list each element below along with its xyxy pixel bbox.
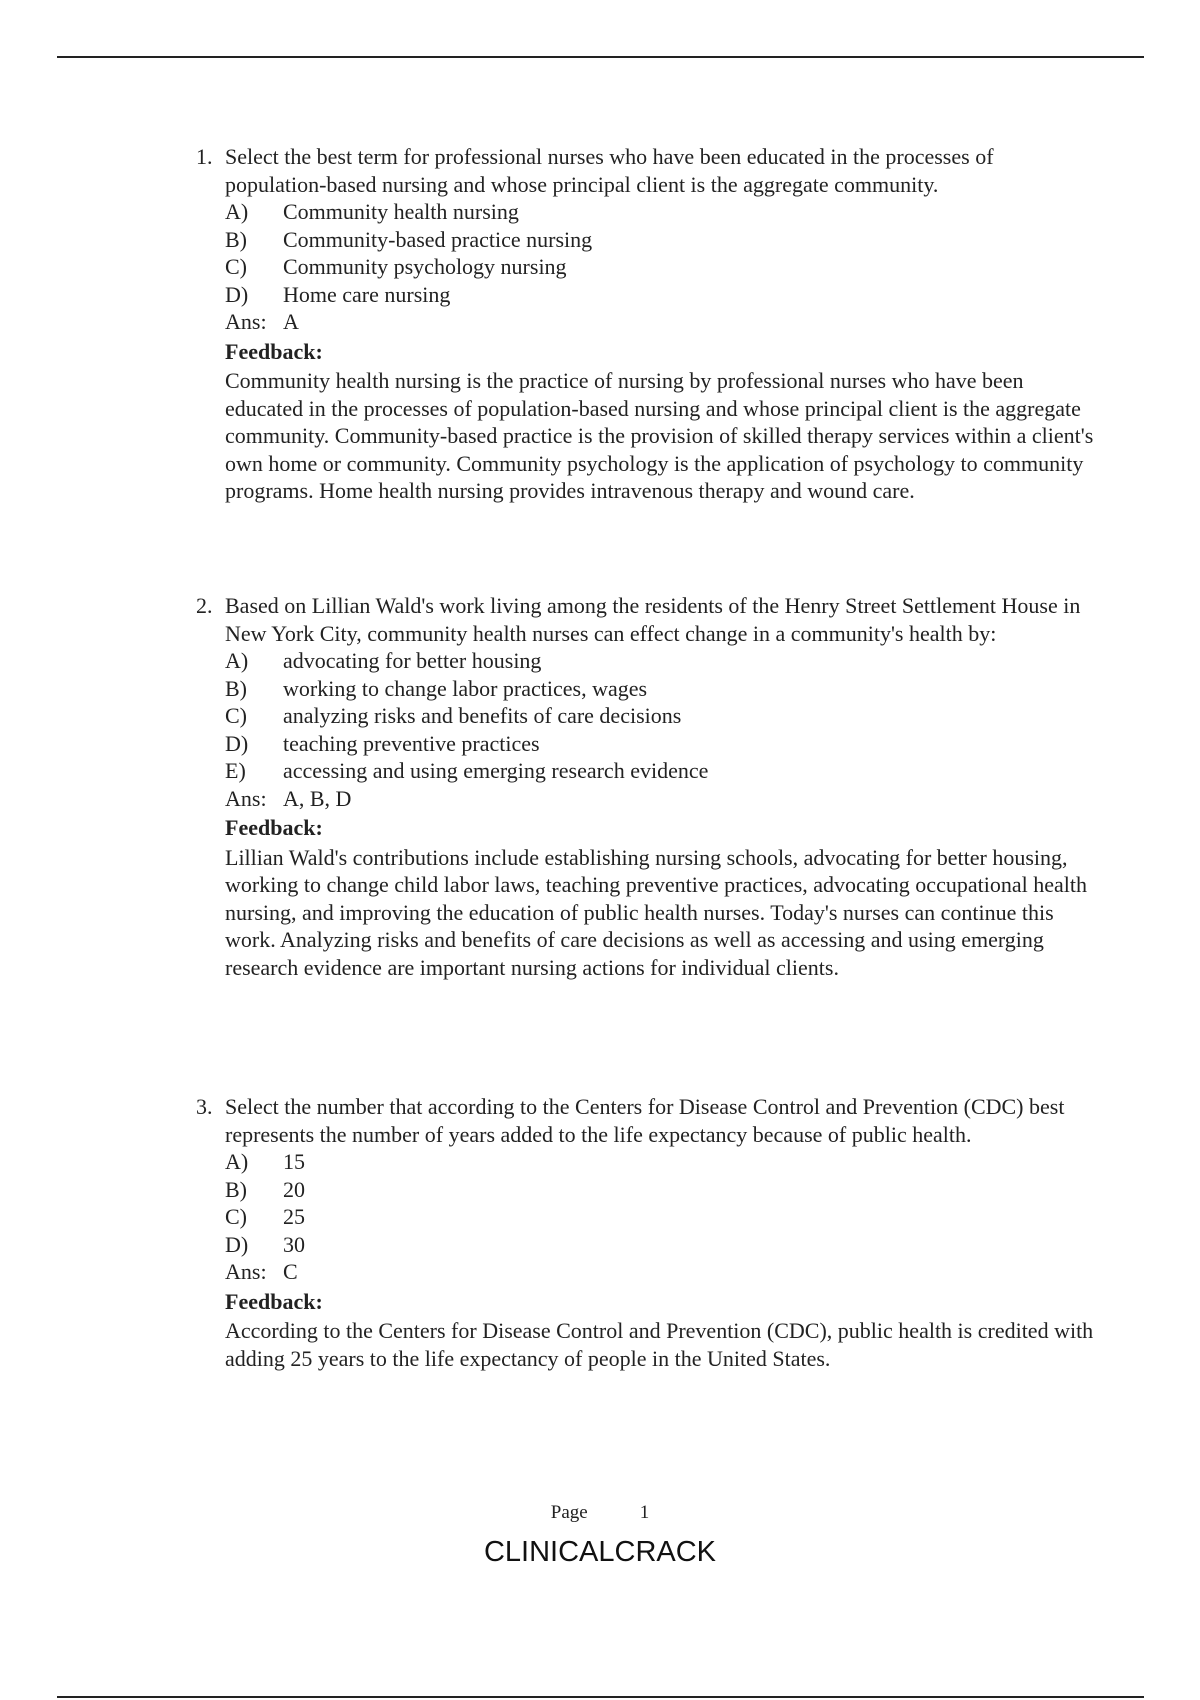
option-text: accessing and using emerging research evidence	[283, 758, 709, 783]
option-text: 20	[283, 1176, 305, 1202]
feedback-label: Feedback:	[225, 338, 323, 364]
option-text: 25	[283, 1204, 305, 1229]
option-b	[225, 1176, 1096, 1204]
top-rule	[57, 56, 1144, 58]
question-text: Based on Lillian Wald's work living among the residents of the Henry Street Settlement House in New York City, community health nurses can effect change in a community's health by:	[225, 593, 1081, 646]
option-c	[225, 253, 1096, 281]
option-letter: A)	[225, 199, 249, 224]
option-text: Community-based practice nursing	[283, 226, 593, 252]
answer-label: Ans:	[225, 309, 267, 334]
option-text: Community health nursing	[283, 199, 519, 224]
options-list	[225, 1148, 1096, 1258]
option-a	[225, 1148, 1096, 1176]
answer-label: Ans:	[225, 1259, 267, 1284]
option-letter: C)	[225, 254, 247, 279]
option-text: working to change labor practices, wages	[283, 675, 648, 701]
option-d	[225, 1231, 1096, 1259]
option-letter: C)	[225, 703, 247, 728]
option-text: teaching preventive practices	[283, 730, 540, 756]
option-letter: E)	[225, 758, 246, 783]
option-letter: B)	[225, 675, 247, 701]
question-text: Select the number that according to the Centers for Disease Control and Prevention (CDC) best represents the number of years added to the life expectancy because of public health.	[225, 1094, 1065, 1147]
question-number: 1.	[196, 144, 213, 169]
option-b	[225, 226, 1096, 254]
option-letter: A)	[225, 1149, 249, 1174]
option-letter: B)	[225, 226, 247, 252]
answer-label: Ans:	[225, 785, 267, 811]
question-number: 3.	[196, 1094, 213, 1119]
watermark-text: CLINICALCRACK	[483, 1536, 717, 1568]
question-number: 2.	[196, 593, 213, 618]
bottom-rule	[57, 1696, 1144, 1698]
feedback-label: Feedback:	[225, 815, 323, 840]
options-list	[225, 198, 1096, 308]
option-text: analyzing risks and benefits of care decisions	[283, 703, 682, 728]
options-list	[225, 647, 1096, 785]
answer-value: A	[283, 309, 299, 334]
page-number: 1	[639, 1502, 650, 1523]
option-c	[225, 1203, 1096, 1231]
page-label: Page	[550, 1502, 588, 1523]
option-text: Community psychology nursing	[283, 254, 567, 279]
question-text: Select the best term for professional nurses who have been educated in the processes of population-based nursing and whose principal client is the aggregate community.	[225, 144, 994, 197]
option-text: Home care nursing	[283, 281, 451, 307]
option-c	[225, 702, 1096, 730]
option-letter: A)	[225, 648, 249, 673]
feedback-text: According to the Centers for Disease Control and Prevention (CDC), public health is credited with adding 25 years to the life expectancy of people in the United States.	[225, 1318, 1094, 1371]
page-footer	[0, 1502, 1200, 1524]
answer-line	[225, 1258, 1096, 1286]
question-2	[196, 592, 1096, 981]
option-a	[225, 198, 1096, 226]
option-e	[225, 757, 1096, 785]
question-3	[196, 1093, 1096, 1372]
option-text: advocating for better housing	[283, 648, 542, 673]
option-a	[225, 647, 1096, 675]
answer-line	[225, 785, 1096, 813]
feedback-label: Feedback:	[225, 1288, 323, 1314]
option-letter: D)	[225, 1231, 249, 1257]
answer-value: C	[283, 1259, 298, 1284]
option-d	[225, 281, 1096, 309]
option-letter: D)	[225, 730, 249, 756]
option-letter: B)	[225, 1176, 247, 1202]
option-text: 30	[283, 1231, 305, 1257]
option-b	[225, 675, 1096, 703]
answer-line	[225, 308, 1096, 336]
feedback-text: Community health nursing is the practice of nursing by professional nurses who have been educated in the processes of population-based nursing and whose principal client is the aggregate community. Community-based practice is the provision of skilled therapy services within a client's own home or community. Community psychology is the application of psychology to community programs. Home health nursing provides intravenous therapy and wound care.	[225, 368, 1094, 503]
option-letter: C)	[225, 1204, 247, 1229]
feedback-text: Lillian Wald's contributions include establishing nursing schools, advocating for better housing, working to change child labor laws, teaching preventive practices, advocating occupational health nursing, and improving the education of public health nurses. Today's nurses can continue this work. Analyzing risks and benefits of care decisions as well as accessing and using emerging research evidence are important nursing actions for individual clients.	[225, 844, 1087, 980]
option-text: 15	[283, 1149, 305, 1174]
option-d	[225, 730, 1096, 758]
answer-value: A, B, D	[283, 785, 352, 811]
question-1	[196, 143, 1096, 505]
option-letter: D)	[225, 281, 249, 307]
